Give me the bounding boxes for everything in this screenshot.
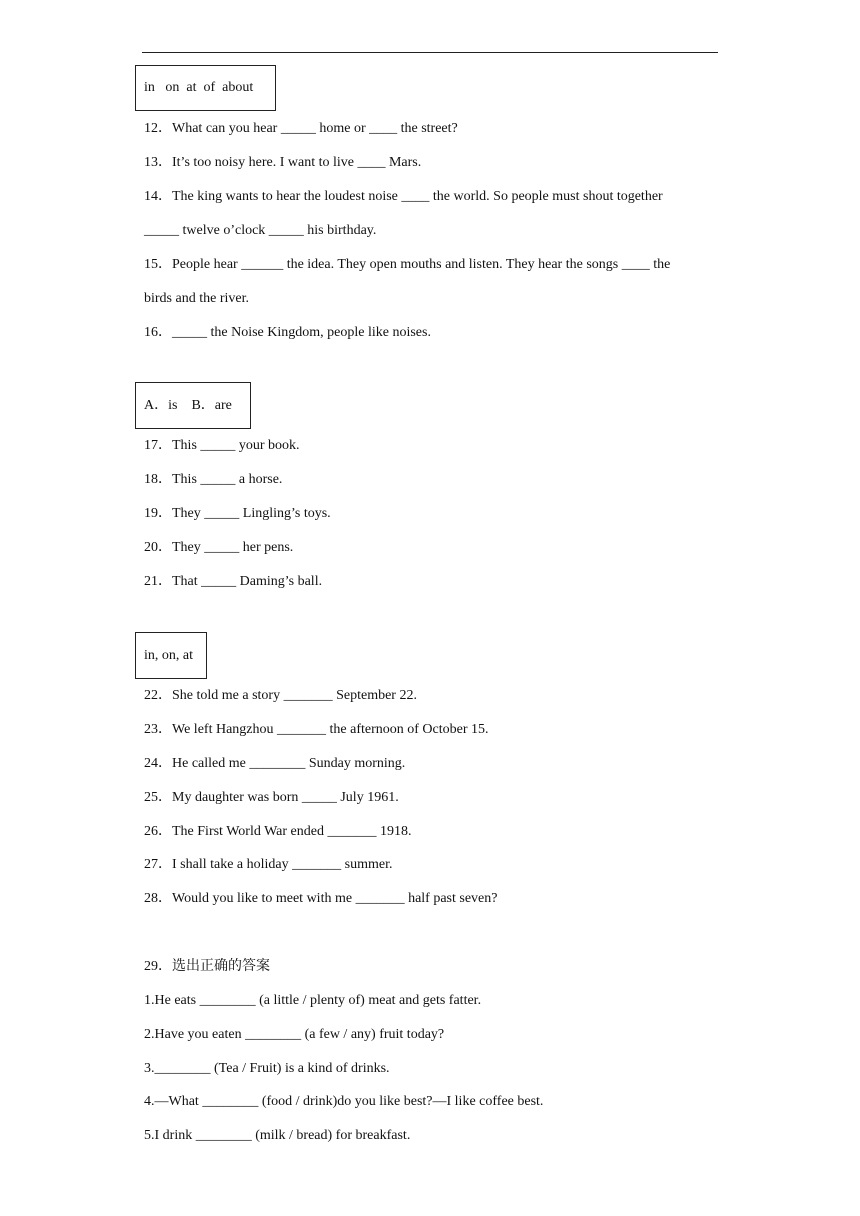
question-15: 15．People hear ______ the idea. They open mouths and listen. They hear the songs ____ the xyxy=(144,257,671,272)
question-28: 28．Would you like to meet with me _______ half past seven? xyxy=(144,891,498,906)
question-23: 23．We left Hangzhou _______ the afternoon of October 15. xyxy=(144,722,489,737)
question-14: 14．The king wants to hear the loudest noise ____ the world. So people must shout together xyxy=(144,189,663,204)
question-14-continued: _____ twelve o’clock _____ his birthday. xyxy=(144,223,377,238)
question-29-item-5: 5.I drink ________ (milk / bread) for breakfast. xyxy=(144,1128,411,1143)
question-12: 12．What can you hear _____ home or ____ the street? xyxy=(144,121,458,136)
word-bank-box-1: in on at of about xyxy=(135,65,276,111)
question-20: 20．They _____ her pens. xyxy=(144,540,294,555)
question-24: 24．He called me ________ Sunday morning. xyxy=(144,756,406,771)
question-19: 19．They _____ Lingling’s toys. xyxy=(144,506,331,521)
question-29-item-1: 1.He eats ________ (a little / plenty of) meat and gets fatter. xyxy=(144,993,482,1008)
question-17: 17．This _____ your book. xyxy=(144,438,300,453)
question-29-item-4: 4.—What ________ (food / drink)do you like best?—I like coffee best. xyxy=(144,1094,544,1109)
question-21: 21．That _____ Daming’s ball. xyxy=(144,574,323,589)
question-16: 16．_____ the Noise Kingdom, people like noises. xyxy=(144,325,431,340)
question-27: 27．I shall take a holiday _______ summer. xyxy=(144,857,393,872)
question-25: 25．My daughter was born _____ July 1961. xyxy=(144,790,399,805)
question-29-item-2: 2.Have you eaten ________ (a few / any) fruit today? xyxy=(144,1027,445,1042)
header-rule xyxy=(142,52,718,53)
question-26: 26．The First World War ended _______ 1918. xyxy=(144,824,412,839)
question-13: 13．It’s too noisy here. I want to live ____ Mars. xyxy=(144,155,422,170)
question-29-heading: 29．选出正确的答案 xyxy=(144,959,270,974)
question-15-continued: birds and the river. xyxy=(144,291,249,306)
question-22: 22．She told me a story _______ September 22. xyxy=(144,688,417,703)
word-bank-box-2: A．is B．are xyxy=(135,382,251,429)
question-18: 18．This _____ a horse. xyxy=(144,472,283,487)
question-29-item-3: 3.________ (Tea / Fruit) is a kind of drinks. xyxy=(144,1061,390,1076)
word-bank-box-3: in, on, at xyxy=(135,632,207,679)
